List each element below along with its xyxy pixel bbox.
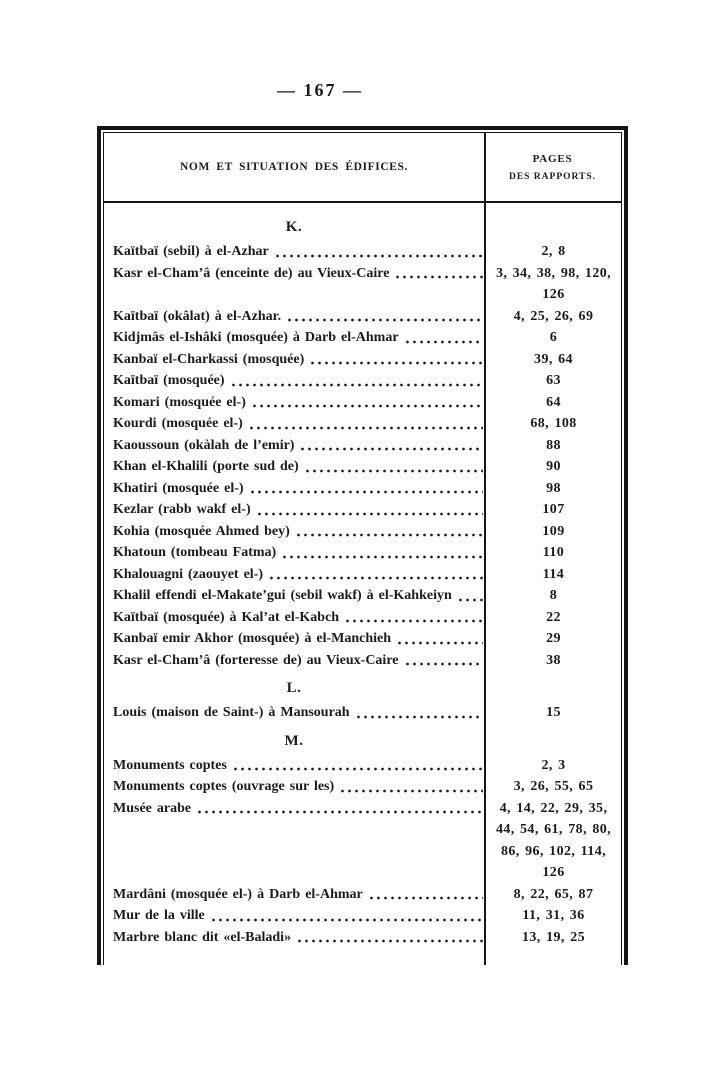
dot-leader [344, 618, 483, 624]
entry-left-cell [104, 370, 486, 392]
index-entry-row [104, 413, 621, 435]
page-numbers: 3, 34, 38, 98, 120, 126 [495, 265, 612, 302]
entry-left-cell [104, 585, 486, 607]
column-divider [484, 133, 486, 965]
page-numbers: 90 [546, 459, 561, 474]
entry-left-cell [104, 702, 486, 724]
page-numbers: 88 [546, 437, 561, 453]
entry-left-cell [104, 650, 486, 672]
entry-left-cell [104, 521, 486, 543]
entry-left-cell [104, 628, 486, 650]
page-numbers: 39, 64 [534, 351, 573, 367]
dot-leader [268, 575, 483, 581]
table-header-row [104, 133, 621, 203]
entry-left-cell [104, 327, 486, 349]
dot-leader [210, 917, 483, 923]
page-numbers: 8, 22, 65, 87 [513, 886, 594, 902]
entry-left-cell [104, 927, 486, 949]
dot-leader [404, 339, 483, 345]
entry-left-cell [104, 241, 486, 263]
dot-leader [295, 532, 483, 538]
index-table [97, 126, 628, 965]
section-header: L. [286, 680, 302, 696]
entry-left-cell [104, 306, 486, 328]
entry-left-cell [104, 349, 486, 371]
index-entry-row [104, 521, 621, 543]
page-numbers: 22 [546, 609, 561, 625]
index-entry-row [104, 327, 621, 349]
page-numbers: 109 [542, 523, 565, 539]
dot-leader [355, 714, 483, 720]
dot-leader [249, 489, 483, 495]
index-entry-row [104, 370, 621, 392]
index-table-inner [103, 132, 622, 965]
edifice-name: Khalil effendi el-Makate’gui (sebil wakf) à el-Kahkeiyn [113, 588, 452, 603]
edifice-name: Khan el-Khalili (porte sud de) [113, 459, 299, 474]
page-numbers: 6 [549, 330, 558, 345]
index-entry-row [104, 628, 621, 650]
page-numbers: 4, 14, 22, 29, 35, 44, 54, 61, 78, 80, 86, 96, 102, 114, 126 [495, 800, 612, 880]
page-numbers: 63 [546, 373, 561, 388]
edifice-name: Kasr el-Cham’â (forteresse de) au Vieux-Caire [113, 652, 399, 668]
edifice-name: Kanbaï emir Akhor (mosquée) à el-Manchieh [113, 631, 392, 646]
index-entry-row [104, 478, 621, 500]
edifice-name: Khatiri (mosquée el-) [113, 480, 244, 496]
entry-left-cell [104, 478, 486, 500]
section-header: K. [285, 219, 303, 235]
entry-left-cell [104, 456, 486, 478]
entry-left-cell [104, 263, 486, 285]
index-entry-row [104, 456, 621, 478]
entry-left-cell [104, 798, 486, 820]
entry-left-cell [104, 542, 486, 564]
edifice-name: Kaïtbaï (mosquée) à Kal’at el-Kabch [113, 609, 340, 625]
edifice-name: Mur de la ville [113, 908, 205, 923]
index-entry-row [104, 884, 621, 906]
edifice-name: Monuments coptes [113, 757, 227, 773]
dot-leader [196, 809, 483, 815]
page-numbers: 114 [542, 566, 565, 582]
entry-left-cell [104, 776, 486, 798]
dot-leader [230, 382, 483, 388]
dot-leader [404, 661, 484, 667]
edifice-name: Marbre blanc dit «el-Baladi» [113, 929, 292, 945]
page-number: — 167 — [277, 80, 363, 100]
entry-left-cell [104, 435, 486, 457]
edifice-name: Kaoussoun (okàlah de l’emir) [113, 437, 295, 453]
index-entry-row [104, 585, 621, 607]
dot-leader [394, 274, 483, 280]
edifice-name: Musée arabe [113, 800, 192, 816]
edifice-name: Louis (maison de Saint-) à Mansourah [113, 705, 350, 720]
page-numbers: 64 [546, 394, 561, 410]
dot-leader [232, 766, 483, 772]
entry-left-cell [104, 755, 486, 777]
index-entry-row [104, 263, 621, 306]
entry-left-cell [104, 392, 486, 414]
column-header-pages [484, 133, 621, 203]
dot-leader [309, 360, 483, 366]
section-header: M. [284, 732, 304, 749]
index-entry-row [104, 542, 621, 564]
index-entry-row [104, 798, 621, 884]
index-entry-row [104, 776, 621, 798]
dot-leader [256, 511, 483, 517]
edifice-name: Khatoun (tombeau Fatma) [113, 545, 277, 560]
dot-leader [296, 938, 483, 944]
index-entry-row [104, 392, 621, 414]
edifice-name: Kourdi (mosquée el-) [113, 416, 243, 431]
edifice-name: Kaïtbaï (sebil) à el-Azhar [113, 244, 269, 259]
page-numbers: 15 [546, 705, 561, 720]
dot-leader [339, 788, 483, 794]
entry-left-cell [104, 564, 486, 586]
entry-left-cell [104, 905, 486, 927]
entry-left-cell [104, 499, 486, 521]
index-entry-row [104, 607, 621, 629]
page-numbers: 11, 31, 36 [522, 908, 585, 923]
index-entry-row [104, 499, 621, 521]
table-body [104, 203, 621, 948]
page-numbers: 2, 8 [541, 244, 566, 259]
edifice-name: Kasr el-Cham’â (enceinte de) au Vieux-Caire [113, 265, 390, 281]
edifice-name: Mardâni (mosquée el-) à Darb el-Ahmar [113, 886, 363, 902]
entry-left-cell [104, 607, 486, 629]
index-entry-row [104, 927, 621, 949]
index-entry-row [104, 435, 621, 457]
page-numbers: 3, 26, 55, 65 [513, 779, 594, 794]
index-entry-row [104, 905, 621, 927]
pages-header-line1: PAGES [532, 152, 573, 165]
page-numbers: 4, 25, 26, 69 [513, 308, 594, 324]
index-entry-row [104, 650, 621, 672]
edifice-name: Kaïtbaï (okâlat) à el-Azhar. [113, 308, 282, 324]
edifice-name: Kaïtbaï (mosquée) [113, 373, 225, 388]
dot-leader [274, 253, 483, 259]
index-entry-row [104, 702, 621, 724]
edifice-name: Kohia (mosquée Ahmed bey) [113, 523, 290, 539]
entry-left-cell [104, 413, 486, 435]
dot-leader [248, 425, 483, 431]
dot-leader [299, 446, 483, 452]
index-entry-row [104, 349, 621, 371]
dot-leader [286, 317, 483, 323]
page-numbers: 29 [546, 631, 561, 646]
page-numbers: 107 [542, 502, 565, 517]
page-numbers: 38 [546, 652, 561, 668]
edifice-name: Khalouagni (zaouyet el-) [113, 566, 263, 582]
edifice-name: Kezlar (rabb wakf el-) [113, 502, 251, 517]
page-numbers: 110 [542, 545, 565, 560]
column-header-name: NOM ET SITUATION DES ÉDIFICES. [104, 133, 484, 203]
dot-leader [304, 468, 483, 474]
page-numbers: 68, 108 [530, 416, 577, 431]
edifice-name: Kanbaï el-Charkassi (mosquée) [113, 351, 305, 367]
index-entry-row [104, 306, 621, 328]
pages-header-line2: DES RAPPORTS. [508, 171, 597, 182]
edifice-name: Komari (mosquée el-) [113, 394, 246, 410]
dot-leader [396, 640, 483, 646]
index-entry-row [104, 755, 621, 777]
edifice-name: Kidjmâs el-Ishâki (mosquée) à Darb el-Ahmar [113, 330, 399, 345]
dot-leader [281, 554, 483, 560]
page-numbers: 13, 19, 25 [522, 929, 585, 945]
page-numbers: 98 [546, 480, 561, 496]
dot-leader [251, 403, 483, 409]
page-numbers: 2, 3 [541, 757, 566, 773]
index-entry-row [104, 241, 621, 263]
page-numbers: 8 [549, 588, 558, 603]
dot-leader [368, 895, 483, 901]
index-entry-row [104, 564, 621, 586]
entry-left-cell [104, 884, 486, 906]
edifice-name: Monuments coptes (ouvrage sur les) [113, 779, 335, 794]
dot-leader [457, 597, 483, 603]
